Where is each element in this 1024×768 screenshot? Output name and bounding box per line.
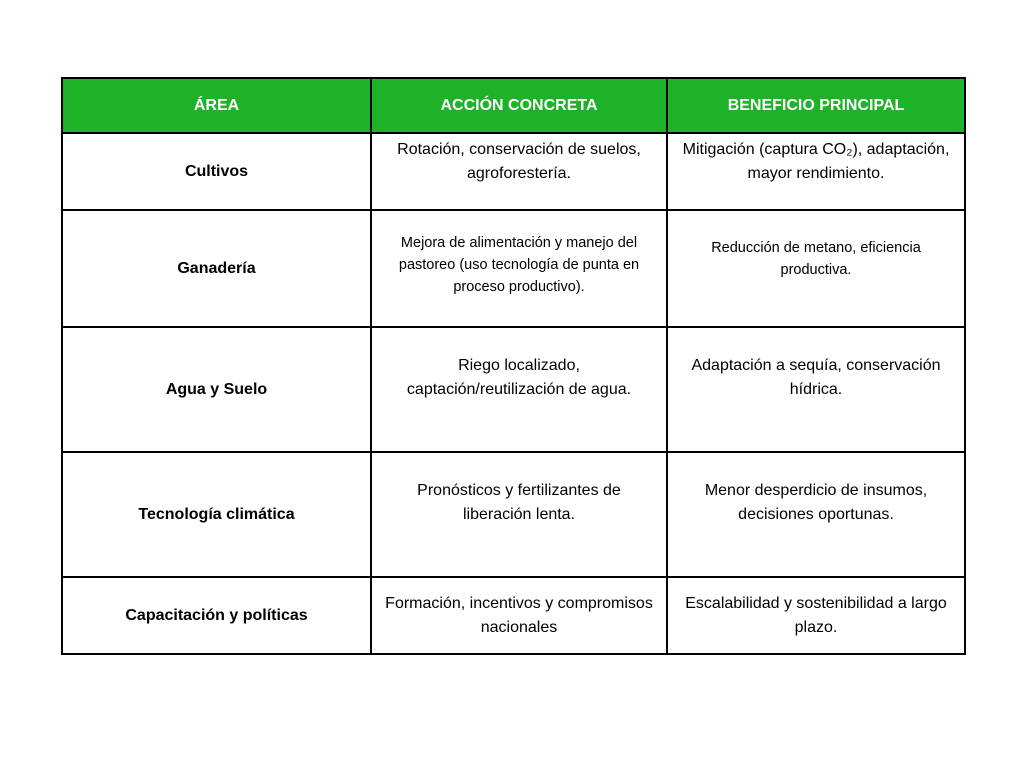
accion-text: Formación, incentivos y compromisos nacionales: [385, 594, 653, 636]
accion-text: Mejora de alimentación y manejo del pastoreo (uso tecnología de punta en proceso productivo).: [398, 234, 640, 295]
beneficio-text: Escalabilidad y sostenibilidad a largo plazo.: [685, 594, 947, 636]
beneficio-text: Reducción de metano, eficiencia productiva.: [711, 239, 921, 278]
accion-cell: [371, 452, 667, 577]
beneficio-text: Mitigación (captura CO₂), adaptación, mayor rendimiento.: [682, 140, 950, 182]
accion-text: Riego localizado, captación/reutilización de agua.: [406, 356, 632, 398]
accion-text: Rotación, conservación de suelos, agroforestería.: [397, 140, 641, 182]
accion-text: Pronósticos y fertilizantes de liberación lenta.: [417, 481, 621, 523]
table-row: [62, 327, 965, 452]
area-cell: Agua y Suelo: [62, 327, 371, 452]
table-row: [62, 452, 965, 577]
beneficio-cell: [667, 452, 965, 577]
beneficio-cell: [667, 327, 965, 452]
table-header-row: [62, 78, 965, 133]
table-row: [62, 210, 965, 327]
header-area: ÁREA: [62, 78, 371, 133]
accion-cell: [371, 133, 667, 210]
accion-cell: [371, 327, 667, 452]
beneficio-text: Menor desperdicio de insumos, decisiones oportunas.: [704, 481, 928, 523]
accion-cell: [371, 210, 667, 327]
climate-actions-table: [61, 77, 966, 655]
table-row: [62, 133, 965, 210]
beneficio-cell: [667, 133, 965, 210]
beneficio-cell: [667, 210, 965, 327]
header-beneficio-principal: BENEFICIO PRINCIPAL: [667, 78, 965, 133]
area-cell: Ganadería: [62, 210, 371, 327]
area-cell: Capacitación y políticas: [62, 577, 371, 654]
accion-cell: [371, 577, 667, 654]
area-cell: Tecnología climática: [62, 452, 371, 577]
area-cell: Cultivos: [62, 133, 371, 210]
table-row: [62, 577, 965, 654]
beneficio-text: Adaptación a sequía, conservación hídrica.: [691, 356, 941, 398]
header-accion-concreta: ACCIÓN CONCRETA: [371, 78, 667, 133]
beneficio-cell: [667, 577, 965, 654]
